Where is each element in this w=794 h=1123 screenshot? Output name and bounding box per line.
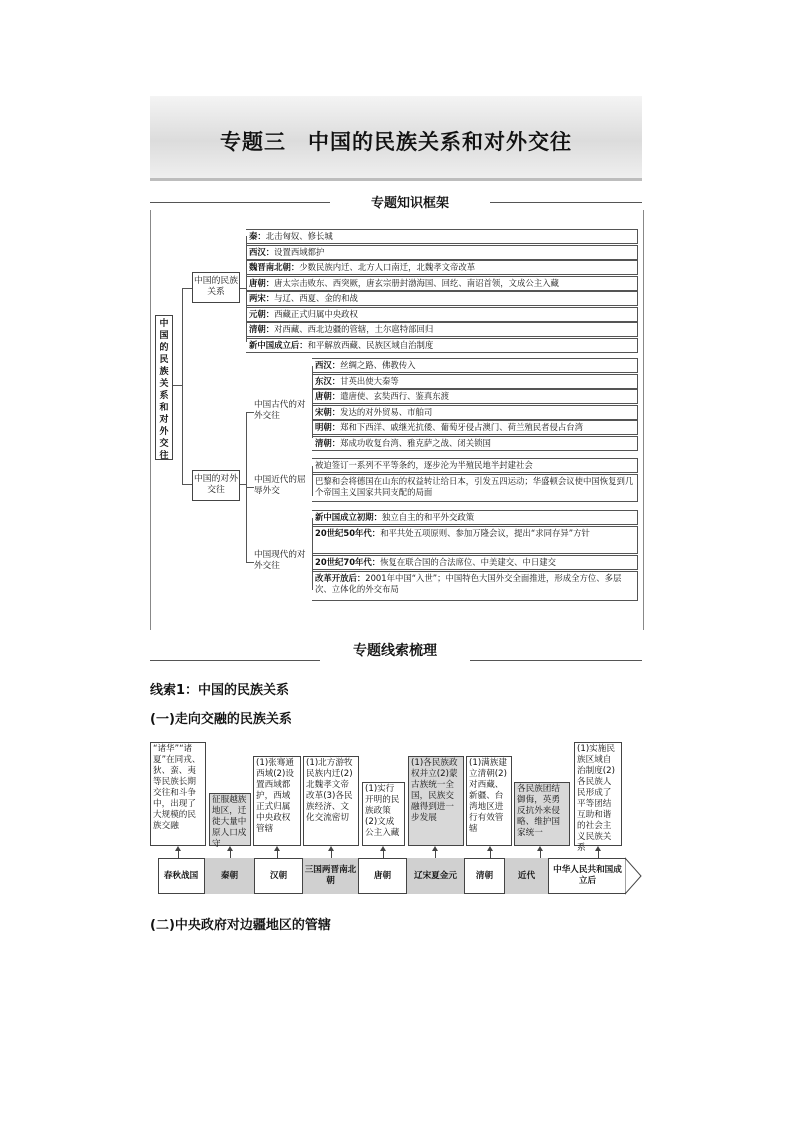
ethnic-row-key: 西汉：: [249, 246, 275, 257]
ancient-row-value: 郑和下西洋、戚继光抗倭、葡萄牙侵占澳门、荷兰殖民者侵占台湾: [340, 422, 583, 432]
contemporary-row-value: 恢复在联合国的合法席位、中美建交、中日建交: [380, 557, 557, 567]
up-arrow-icon: [383, 850, 384, 858]
ancient-row: [312, 436, 638, 451]
ethnic-row: [246, 291, 638, 306]
label-contemporary: 中国现代的对外交往: [254, 550, 306, 571]
ethnic-row-value: 少数民族内迁、北方人口南迁，北魏孝文帝改革: [299, 262, 476, 272]
ancient-row-key: 西汉：: [315, 360, 341, 370]
modern-row-value: 巴黎和会将德国在山东的权益转让给日本，引发五四运动；华盛顿会议使中国恢复到几个帝国主义国家共同支配的局面: [315, 476, 634, 497]
ancient-row-value: 发达的对外贸易、市舶司: [340, 406, 433, 417]
timeline-description: (1)满族建立清朝(2)对西藏、新疆、台湾地区进行有效管辖: [466, 756, 512, 846]
timeline-description: (1)张骞通西域(2)设置西域都护，西域正式归属中央政权管辖: [253, 756, 301, 846]
ethnic-row-key: 元朝：: [249, 308, 275, 319]
ancient-row-key: 唐朝：: [315, 391, 341, 401]
ancient-row-value: 郑成功收复台湾、雅克萨之战、闭关锁国: [340, 437, 491, 448]
timeline-period: 清朝: [465, 858, 505, 894]
ethnic-row-value: 西藏正式归属中央政权: [274, 308, 358, 319]
clue1-heading: 线索1：中国的民族关系: [150, 683, 290, 698]
ethnic-row-key: 新中国成立后：: [249, 339, 308, 350]
timeline-period: 秦朝: [205, 858, 255, 894]
banner-underline: [150, 178, 642, 181]
timeline-period: 中华人民共和国成立后: [553, 865, 622, 886]
ethnic-row-key: 魏晋南北朝：: [249, 262, 300, 272]
timeline-period: 春秋战国: [158, 858, 205, 894]
ethnic-row-key: 清朝：: [249, 324, 275, 334]
branch-foreign-relations: 中国的对外交往: [192, 470, 240, 501]
contemporary-row-key: 改革开放后：: [315, 573, 366, 583]
ethnic-row-value: 北击匈奴、修长城: [265, 231, 333, 241]
contemporary-row-key: 20世纪50年代：: [315, 528, 381, 538]
ancient-row-key: 明朝：: [315, 422, 341, 432]
modern-row-value: 被迫签订一系列不平等条约，逐步沦为半殖民地半封建社会: [315, 460, 533, 470]
root-connector: [182, 288, 183, 484]
contemporary-row: [312, 555, 638, 570]
ethnic-row-value: 和平解放西藏、民族区域自治制度: [307, 339, 434, 350]
ancient-row-value: 甘英出使大秦等: [340, 375, 399, 386]
timeline-description: (1)实施民族区域自治制度(2)各民族人民形成了平等团结互助和谐的社会主义民族关系: [574, 742, 622, 846]
section-b-heading: (二)中央政府对边疆地区的管辖: [150, 918, 331, 933]
up-arrow-icon: [178, 850, 179, 858]
clue1-subheading: (一)走向交融的民族关系: [150, 712, 292, 727]
up-arrow-icon: [540, 850, 541, 858]
timeline-period: 三国两晋南北朝: [303, 858, 359, 894]
contemporary-row: [312, 510, 638, 525]
root-stub: [173, 385, 182, 386]
ethnic-row-key: 两宋：: [249, 293, 275, 303]
ancient-row: [312, 358, 638, 373]
foreign-stub: [182, 484, 192, 485]
ethnic-row: [246, 322, 638, 337]
ancient-row: [312, 405, 638, 420]
section-heading-clues: 专题线索梳理: [353, 643, 437, 659]
modern-row: [312, 474, 638, 502]
up-arrow-icon: [277, 850, 278, 858]
contemporary-row-value: 和平共处五项原则、参加万隆会议，提出“求同存异”方针: [380, 528, 590, 538]
divider-left: [150, 202, 330, 203]
root-node: 中国的民族关系和对外交往: [155, 315, 173, 460]
page-title: 专题三 中国的民族关系和对外交往: [220, 130, 572, 154]
up-arrow-icon: [435, 850, 436, 858]
label-modern: 中国近代的屈辱外交: [254, 475, 306, 496]
ancient-row-value: 丝绸之路、佛教传入: [340, 360, 416, 370]
timeline-description: 各民族团结御侮，英勇反抗外来侵略、维护国家统一: [514, 782, 570, 846]
up-arrow-icon: [598, 850, 599, 858]
ethnic-row-value: 设置西域都护: [274, 246, 325, 257]
contemporary-row-value: 2001年中国“入世”；中国特色大国外交全面推进，形成全方位、多层次、立体化的外交布局: [315, 573, 622, 594]
label-ancient: 中国古代的对外交往: [254, 400, 306, 421]
branch-ethnic-relations: 中国的民族关系: [192, 272, 240, 303]
modern-row: [312, 458, 638, 473]
ancient-row: [312, 374, 638, 389]
ethnic-row-key: 唐朝：: [249, 277, 275, 288]
timeline-description: (1)各民族政权并立(2)蒙古族统一全国，民族交融得到进一步发展: [408, 756, 464, 846]
ancient-row-key: 东汉：: [315, 375, 341, 386]
timeline-description: “诸华”“诸夏”在同戎、狄、蛮、夷等民族长期交往和斗争中，出现了大规模的民族交融: [150, 742, 206, 846]
up-arrow-icon: [490, 850, 491, 858]
ancient-row-value: 遣唐使、玄奘西行、鉴真东渡: [340, 391, 449, 401]
ethnic-row: [246, 229, 638, 244]
ethnic-row-value: 唐太宗击败东、西突厥，唐玄宗册封渤海国、回纥、南诏首领，文成公主入藏: [274, 277, 559, 288]
section-heading-framework: 专题知识框架: [370, 196, 449, 211]
ethnic-row: [246, 260, 638, 275]
contemporary-row-key: 20世纪70年代：: [315, 557, 381, 567]
ethnic-stub: [182, 288, 192, 289]
timeline-period: 近代: [505, 858, 549, 894]
divider2-right: [470, 660, 642, 661]
ancient-row-key: 宋朝：: [315, 406, 341, 417]
foreign-stub2: [240, 484, 246, 485]
contemporary-row: [312, 526, 638, 554]
up-arrow-icon: [331, 850, 332, 858]
ethnic-row: [246, 245, 638, 260]
ancient-row: [312, 389, 638, 404]
timeline-description: (1)实行开明的民族政策(2)文成公主入藏: [362, 782, 405, 846]
contemporary-row-key: 新中国成立初期：: [315, 512, 382, 522]
ancient-row: [312, 420, 638, 435]
ethnic-row: [246, 276, 638, 291]
timeline-description: (1)北方游牧民族内迁(2)北魏孝文帝改革(3)各民族经济、文化交流密切: [303, 756, 359, 846]
divider-right: [490, 202, 642, 203]
contemporary-row: [312, 571, 638, 601]
up-arrow-icon: [230, 850, 231, 858]
timeline-period: 辽宋夏金元: [407, 858, 465, 894]
ancient-row-key: 清朝：: [315, 437, 341, 448]
ethnic-row-value: 与辽、西夏、金的和战: [274, 293, 358, 303]
contemporary-stub: [246, 562, 254, 563]
modern-stub: [246, 487, 254, 488]
ethnic-row-key: 秦：: [249, 231, 266, 241]
ethnic-row-value: 对西藏、西北边疆的管辖，土尔扈特部回归: [274, 324, 434, 334]
timeline-period: 汉朝: [255, 858, 303, 894]
timeline-period: 唐朝: [359, 858, 407, 894]
ethnic-row: [246, 307, 638, 322]
timeline-arrowhead: [625, 857, 643, 895]
ancient-stub: [246, 412, 254, 413]
ethnic-row: [246, 338, 638, 353]
contemporary-row-value: 独立自主的和平外交政策: [382, 512, 475, 522]
timeline-description: 征服越族地区，迁徙大量中原人口戍守: [209, 793, 251, 846]
divider2-left: [150, 660, 320, 661]
